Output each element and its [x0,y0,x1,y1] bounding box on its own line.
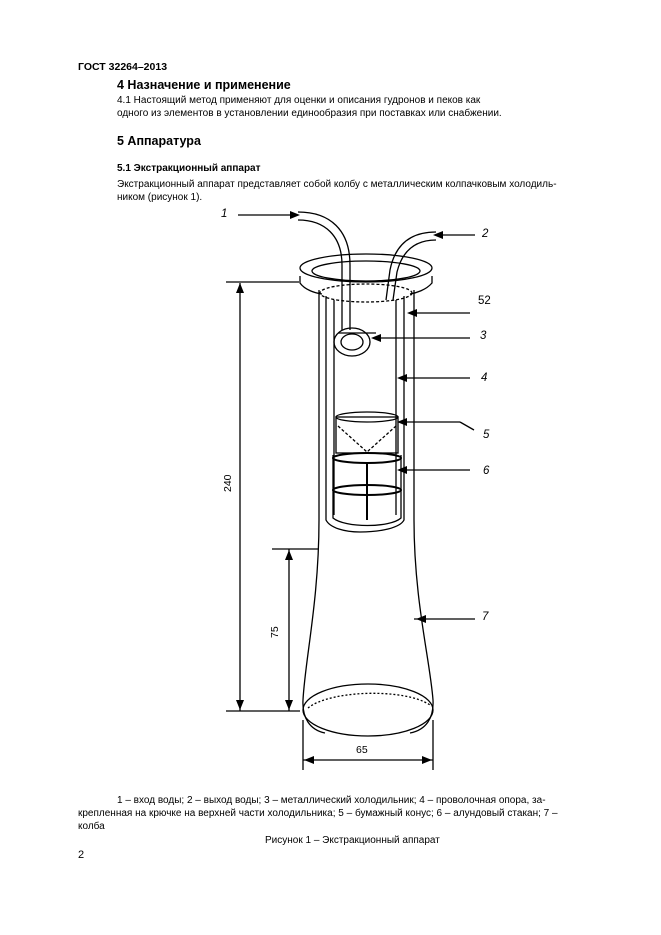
section-4-title: 4 Назначение и применение [117,78,291,92]
figure-caption: Рисунок 1 – Экстракционный аппарат [265,835,440,846]
label-7: 7 [482,611,489,623]
figure-legend-line-1: 1 – вход воды; 2 – выход воды; 3 – металлический холодильник; 4 – проволочная опора, за- [117,795,546,806]
dimension-65: 65 [356,744,368,756]
section-5-line-2: ником (рисунок 1). [117,192,203,203]
document-code: ГОСТ 32264–2013 [78,61,168,73]
dimension-240: 240 [222,474,234,492]
flask-rim-top [300,254,432,282]
label-52: 52 [478,295,491,307]
figure-legend-line-2: крепленная на крючке на верхней части холодильника; 5 – бумажный конус; 6 – алундовый стакан; 7 – [78,808,558,819]
label-1: 1 [221,208,228,220]
section-4-line-2: одного из элементов в установлении единообразия при поставках или снабжении. [117,108,502,119]
page-number: 2 [78,849,85,861]
flask-base [303,684,433,736]
section-4-line-1: 4.1 Настоящий метод применяют для оценки и описания гудронов и пеков как [117,95,481,106]
dimension-75: 75 [269,626,281,638]
label-3: 3 [480,330,487,342]
label-4: 4 [481,372,488,384]
label-6: 6 [483,465,490,477]
section-5-title: 5 Аппаратура [117,134,201,148]
metal-condenser-coil [334,328,370,356]
label-2: 2 [482,228,489,240]
section-5-line-1: Экстракционный аппарат представляет собой колбу с металлическим колпачковым холодиль- [117,179,557,190]
subsection-5-1-title: 5.1 Экстракционный аппарат [117,163,261,174]
flask-left-wall [303,290,325,733]
label-5: 5 [483,429,490,441]
flask-right-wall [410,290,433,733]
figure-legend-line-3: колба [78,821,105,832]
